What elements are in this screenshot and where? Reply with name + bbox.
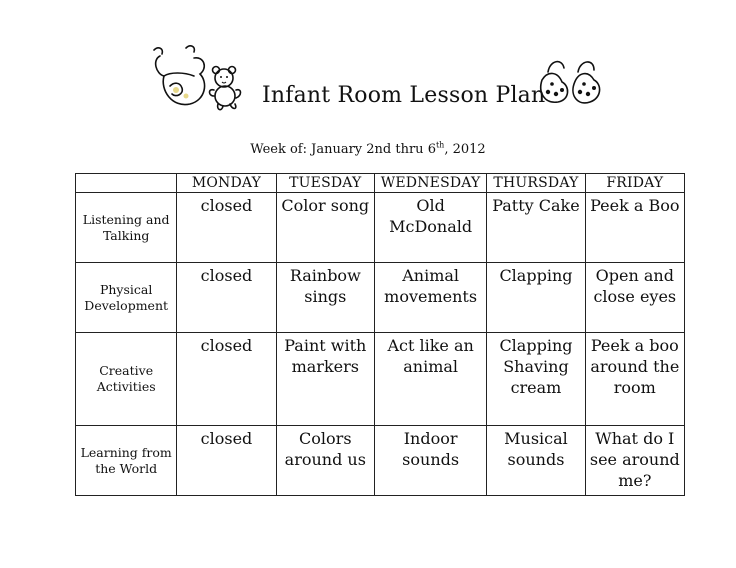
lesson-plan-table	[75, 173, 685, 496]
page-title: Infant Room Lesson Plan	[262, 83, 546, 108]
table-cell: Patty Cake	[487, 193, 585, 263]
table-row	[76, 263, 685, 333]
table-cell: Open and close eyes	[585, 263, 684, 333]
row-label-listening-talking: Listening and Talking	[76, 193, 177, 263]
table-cell: Animal movements	[374, 263, 486, 333]
column-header-friday: FRIDAY	[585, 174, 684, 193]
week-prefix: Week of: January 2nd thru 6	[250, 142, 436, 157]
table-cell: Colors around us	[276, 426, 374, 496]
table-row	[76, 193, 685, 263]
table-cell: closed	[177, 426, 276, 496]
column-header-tuesday: TUESDAY	[276, 174, 374, 193]
table-cell: Peek a Boo	[585, 193, 684, 263]
table-cell: Act like an animal	[374, 333, 486, 426]
table-cell: Old McDonald	[374, 193, 486, 263]
week-year: , 2012	[444, 142, 486, 157]
row-label-learning-from-world: Learning from the World	[76, 426, 177, 496]
baby-shoes-icon	[534, 52, 606, 110]
table-cell: closed	[177, 193, 276, 263]
week-of-line	[0, 142, 736, 157]
row-label-creative-activities: Creative Activities	[76, 333, 177, 426]
corner-header-cell	[76, 174, 177, 193]
column-header-thursday: THURSDAY	[487, 174, 585, 193]
table-cell: Clapping	[487, 263, 585, 333]
table-cell: Clapping Shaving cream	[487, 333, 585, 426]
column-header-wednesday: WEDNESDAY	[374, 174, 486, 193]
table-cell: Musical sounds	[487, 426, 585, 496]
table-row	[76, 426, 685, 496]
bib-teddy-bear-icon	[150, 42, 250, 114]
table-cell: closed	[177, 333, 276, 426]
table-row	[76, 333, 685, 426]
table-cell: Rainbow sings	[276, 263, 374, 333]
table-cell: closed	[177, 263, 276, 333]
table-header-row	[76, 174, 685, 193]
table-cell: Indoor sounds	[374, 426, 486, 496]
week-ordinal-suffix: th	[435, 140, 445, 150]
table-cell: Color song	[276, 193, 374, 263]
table-cell: Peek a boo around the room	[585, 333, 684, 426]
table-cell: Paint with markers	[276, 333, 374, 426]
row-label-physical-development: Physical Development	[76, 263, 177, 333]
column-header-monday: MONDAY	[177, 174, 276, 193]
table-cell: What do I see around me?	[585, 426, 684, 496]
